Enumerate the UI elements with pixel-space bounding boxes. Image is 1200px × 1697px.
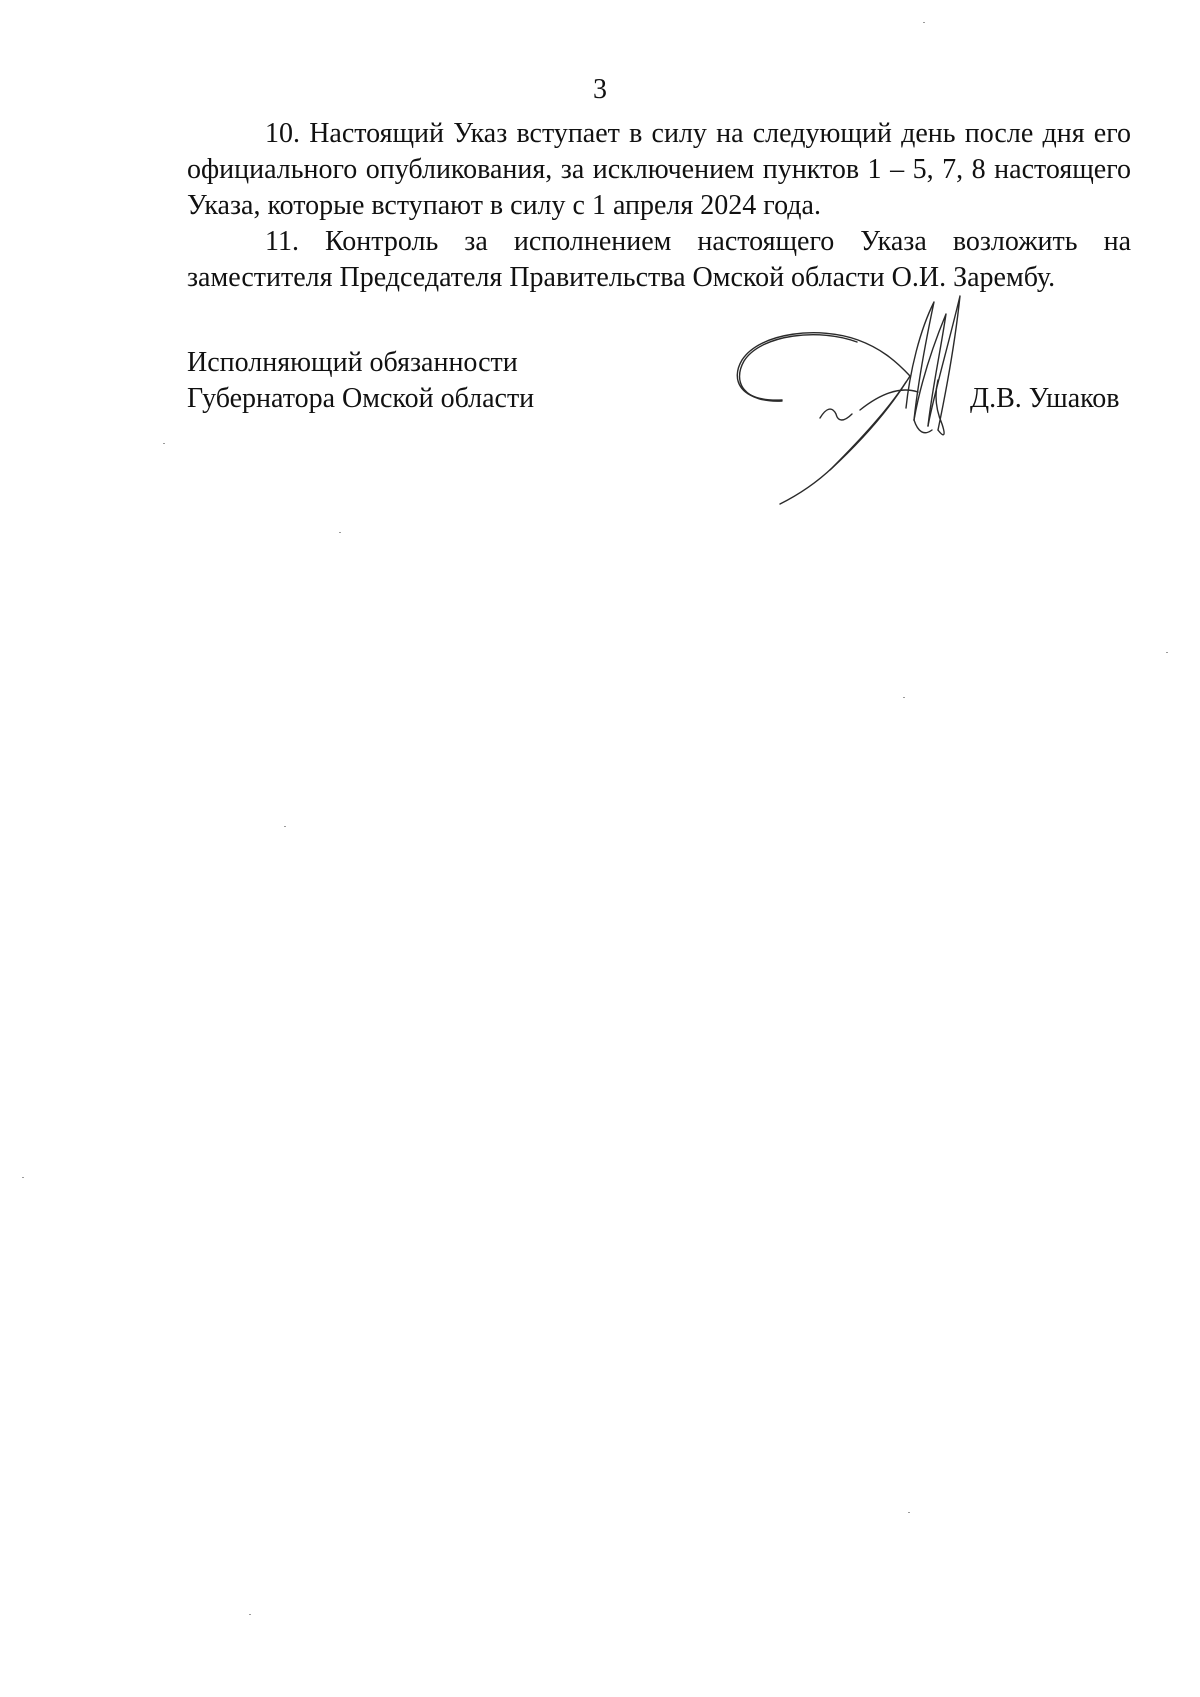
- scan-speck: [908, 1512, 910, 1513]
- scan-speck: [22, 1177, 24, 1178]
- document-body: [187, 116, 1131, 296]
- page-number: 3: [593, 74, 607, 105]
- signatory-position: [187, 345, 534, 417]
- scan-speck: [163, 443, 165, 444]
- signatory-position-line-2: Губернатора Омской области: [187, 383, 535, 414]
- scan-speck: [339, 532, 341, 533]
- signatory-position-line-1: Исполняющий обязанности: [187, 347, 518, 378]
- signatory-name: Д.В. Ушаков: [970, 383, 1120, 414]
- scan-speck: [1166, 652, 1168, 653]
- scan-speck: [903, 697, 905, 698]
- handwritten-signature-icon: [720, 290, 990, 530]
- paragraph-11: 11. Контроль за исполнением настоящего Указа возложить на заместителя Председателя Правительства Омской области О.И. Зарембу.: [187, 226, 1131, 293]
- scan-speck: [249, 1614, 251, 1615]
- paragraph-10: 10. Настоящий Указ вступает в силу на следующий день после дня его официального опубликования, за исключением пунктов 1 – 5, 7, 8 настоящего Указа, которые вступают в силу с 1 апреля 2024 года.: [187, 118, 1131, 221]
- scan-speck: [284, 826, 286, 827]
- scan-speck: [923, 22, 925, 23]
